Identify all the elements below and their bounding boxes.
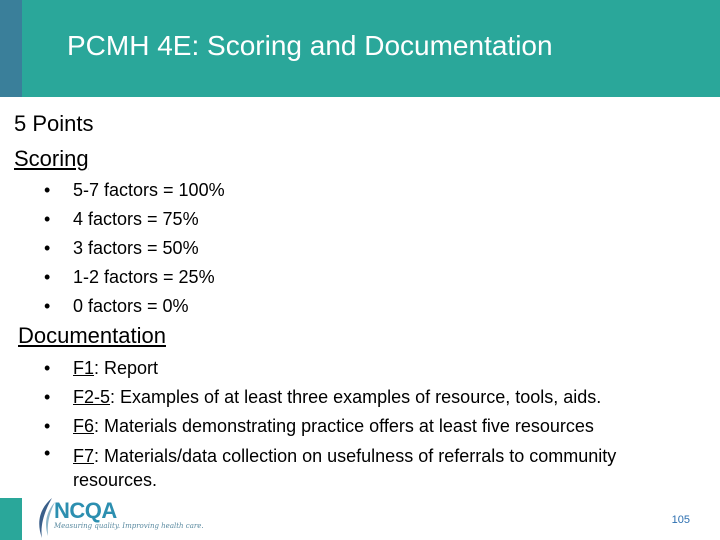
list-item [44,412,704,441]
logo-swoosh-icon [34,496,56,540]
documentation-heading: Documentation [18,323,166,348]
documentation-list [44,354,704,492]
factor-reference: F1 [73,358,95,378]
list-item-text: : Report [94,358,159,378]
logo-wordmark: NCQA [54,498,117,523]
page-number: 105 [671,514,690,526]
list-item: • 4 factors = 75% [44,205,225,234]
list-item: • 0 factors = 0% [44,292,225,321]
scoring-heading: Scoring [14,146,89,171]
scoring-list [44,176,225,321]
list-item [44,354,704,383]
slide-title: PCMH 4E: Scoring and Documentation [67,30,553,61]
factor-reference: F6 [73,416,95,436]
title-bar-accent [0,0,22,97]
list-item-text: : Examples of at least three examples of resource, tools, aids. [110,387,602,407]
ncqa-logo [34,496,204,540]
list-item [44,383,704,412]
list-item-text: : Materials demonstrating practice offers at least five resources [94,416,594,436]
factor-reference: F2-5 [73,387,111,407]
list-item: • 3 factors = 50% [44,234,225,263]
footer-accent-bar [0,498,22,540]
factor-reference: F7 [73,446,95,466]
points-heading: 5 Points [14,111,94,136]
logo-tagline: Measuring quality. Improving health care. [54,522,204,530]
list-item-text: : Materials/data collection on usefulness of referrals to community resources. [73,446,617,490]
list-item: • 1-2 factors = 25% [44,263,225,292]
list-item: • 5-7 factors = 100% [44,176,225,205]
list-item [44,441,704,492]
